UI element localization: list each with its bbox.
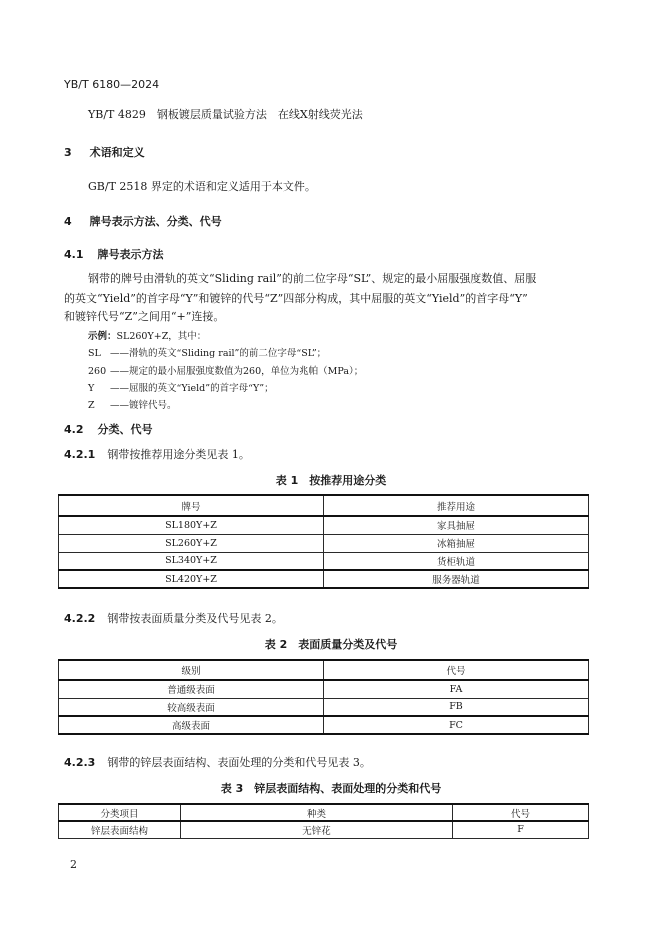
section-text: 钢带的锌层表面结构、表面处理的分类和代号见表 3。 — [107, 756, 371, 769]
table-cell: 冰箱抽屉 — [324, 534, 589, 552]
table-header-row — [59, 495, 589, 516]
table-row — [59, 552, 589, 570]
normative-reference: YB/T 4829 钢板镀层质量试验方法 在线X射线荧光法 — [88, 108, 363, 121]
paragraph-line-2: 的英文“Yield”的首字母“Y”和镀锌的代号“Z”四部分构成，其中屈服的英文“Yield”的首字母“Y” — [64, 292, 528, 305]
table-1-caption: 表 1 按推荐用途分类 — [275, 474, 387, 487]
section-number: 4.1 — [64, 248, 84, 261]
table-header-cell: 代号 — [453, 804, 589, 821]
table-row — [59, 716, 589, 734]
table-row — [59, 516, 589, 534]
definition-item — [88, 380, 274, 394]
section-3-text: GB/T 2518 界定的术语和定义适用于本文件。 — [88, 180, 316, 193]
section-4-2-heading — [64, 421, 153, 437]
page-number: 2 — [70, 858, 77, 871]
table-header-cell: 种类 — [181, 804, 453, 821]
table-cell: 普通级表面 — [59, 680, 324, 698]
section-number: 4.2.1 — [64, 448, 96, 461]
table-cell: SL420Y+Z — [59, 570, 324, 588]
table-cell: 锌层表面结构 — [59, 821, 181, 838]
table-1 — [58, 494, 589, 589]
section-text: 钢带按推荐用途分类见表 1。 — [107, 448, 250, 461]
table-3-caption: 表 3 锌层表面结构、表面处理的分类和代号 — [220, 782, 442, 795]
example-line — [88, 328, 206, 342]
table-cell: SL180Y+Z — [59, 516, 324, 534]
table-cell: FA — [324, 680, 589, 698]
section-number: 4.2 — [64, 423, 84, 436]
section-number: 4 — [64, 215, 72, 228]
table-row — [59, 570, 589, 588]
definition-desc: ——镀锌代号。 — [110, 400, 177, 411]
definition-desc: ——屈服的英文“Yield”的首字母“Y”； — [110, 383, 274, 394]
definition-code: Y — [88, 383, 95, 394]
table-cell: 高级表面 — [59, 716, 324, 734]
definition-item — [88, 363, 363, 377]
section-title: 牌号表示方法 — [97, 248, 164, 261]
table-row — [59, 680, 589, 698]
standard-number-header: YB/T 6180—2024 — [64, 78, 160, 91]
table-3 — [58, 803, 589, 839]
definition-desc: ——滑轨的英文“Sliding rail”的前二位字母“SL”； — [110, 348, 327, 359]
example-text: SL260Y+Z，其中： — [116, 331, 207, 342]
table-cell: F — [453, 821, 589, 838]
table-header-cell: 推荐用途 — [324, 495, 589, 516]
table-cell: FB — [324, 698, 589, 716]
section-4-2-1 — [64, 446, 250, 462]
definition-desc: ——规定的最小屈服强度数值为260，单位为兆帕（MPa）； — [110, 366, 364, 377]
paragraph-line-3: 和镀锌代号“Z”之间用“+”连接。 — [64, 310, 225, 323]
section-text: 钢带按表面质量分类及代号见表 2。 — [107, 612, 283, 625]
section-number: 4.2.2 — [64, 612, 96, 625]
table-cell: FC — [324, 716, 589, 734]
section-title: 牌号表示方法、分类、代号 — [89, 215, 222, 228]
section-4-heading — [64, 213, 222, 229]
section-number: 4.2.3 — [64, 756, 96, 769]
table-2 — [58, 659, 589, 735]
definition-code: 260 — [88, 366, 107, 377]
table-header-cell: 代号 — [324, 660, 589, 680]
table-cell: SL340Y+Z — [59, 552, 324, 570]
section-4-1-heading — [64, 246, 164, 262]
paragraph-line-1: 钢带的牌号由滑轨的英文“Sliding rail”的前二位字母“SL”、规定的最小屈服强度数值、屈服 — [88, 272, 537, 285]
section-3-heading — [64, 144, 145, 160]
table-header-cell: 分类项目 — [59, 804, 181, 821]
definition-item — [88, 397, 177, 411]
section-title: 分类、代号 — [97, 423, 153, 436]
definition-code: Z — [88, 400, 95, 411]
section-4-2-2 — [64, 610, 283, 626]
example-label: 示例： — [88, 331, 117, 342]
table-row — [59, 698, 589, 716]
table-row — [59, 534, 589, 552]
table-cell: 无锌花 — [181, 821, 453, 838]
table-2-caption: 表 2 表面质量分类及代号 — [264, 638, 398, 651]
table-header-cell: 牌号 — [59, 495, 324, 516]
table-cell: 货柜轨道 — [324, 552, 589, 570]
table-cell: SL260Y+Z — [59, 534, 324, 552]
section-4-2-3 — [64, 754, 371, 770]
definition-code: SL — [88, 348, 101, 359]
table-row — [59, 821, 589, 838]
table-cell: 较高级表面 — [59, 698, 324, 716]
table-header-row — [59, 804, 589, 821]
table-header-row — [59, 660, 589, 680]
table-header-cell: 级别 — [59, 660, 324, 680]
definition-item — [88, 345, 326, 359]
section-number: 3 — [64, 146, 72, 159]
table-cell: 家具抽屉 — [324, 516, 589, 534]
table-cell: 服务器轨道 — [324, 570, 589, 588]
section-title: 术语和定义 — [89, 146, 145, 159]
